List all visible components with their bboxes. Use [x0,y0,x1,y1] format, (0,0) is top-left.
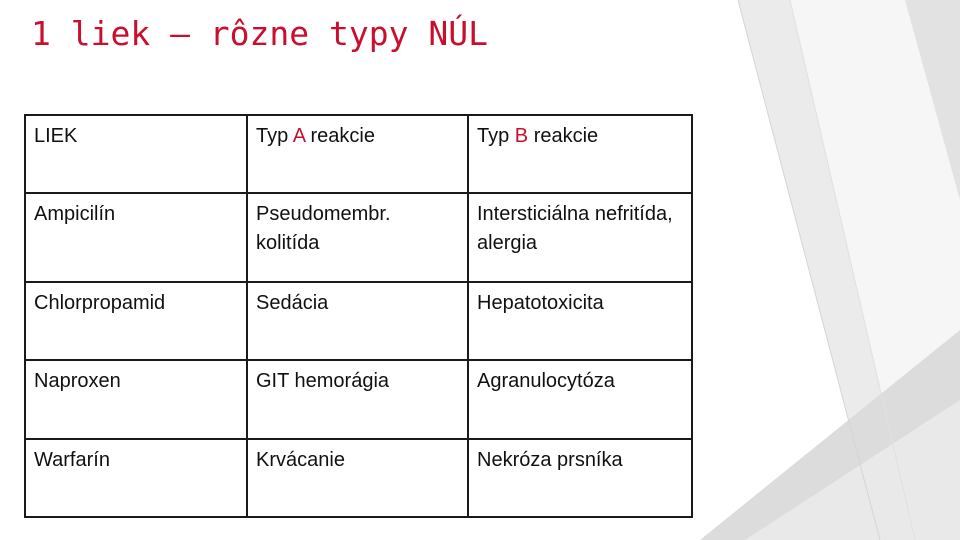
cell-type-b: Intersticiálna nefritída, alergia [468,193,692,282]
table-row [25,282,692,360]
table-row [25,439,692,517]
table-row [25,360,692,439]
cell-drug: Chlorpropamid [25,282,247,360]
cell-type-b: Agranulocytóza [468,360,692,439]
header-type-a-letter: A [292,125,305,147]
cell-type-a: Krvácanie [247,439,468,517]
cell-drug: Naproxen [25,360,247,439]
header-cell-type-b [468,115,692,193]
header-cell-type-a [247,115,468,193]
header-type-b-suffix: reakcie [528,125,599,147]
table-row [25,193,692,282]
cell-type-a: GIT hemorágia [247,360,468,439]
header-type-a-suffix: reakcie [304,125,375,147]
drug-reactions-table [24,114,693,518]
header-cell-drug: LIEK [25,115,247,193]
table-header-row [25,115,692,193]
header-type-b-prefix: Typ [477,125,515,147]
header-type-a-prefix: Typ [256,125,293,147]
cell-drug: Ampicilín [25,193,247,282]
header-type-b-letter: B [514,125,529,147]
cell-type-a: Pseudomembr. kolitída [247,193,468,282]
slide-title: 1 liek – rôzne typy NÚL [31,14,488,53]
cell-type-b: Hepatotoxicita [468,282,692,360]
cell-type-a: Sedácia [247,282,468,360]
cell-drug: Warfarín [25,439,247,517]
cell-type-b: Nekróza prsníka [468,439,692,517]
